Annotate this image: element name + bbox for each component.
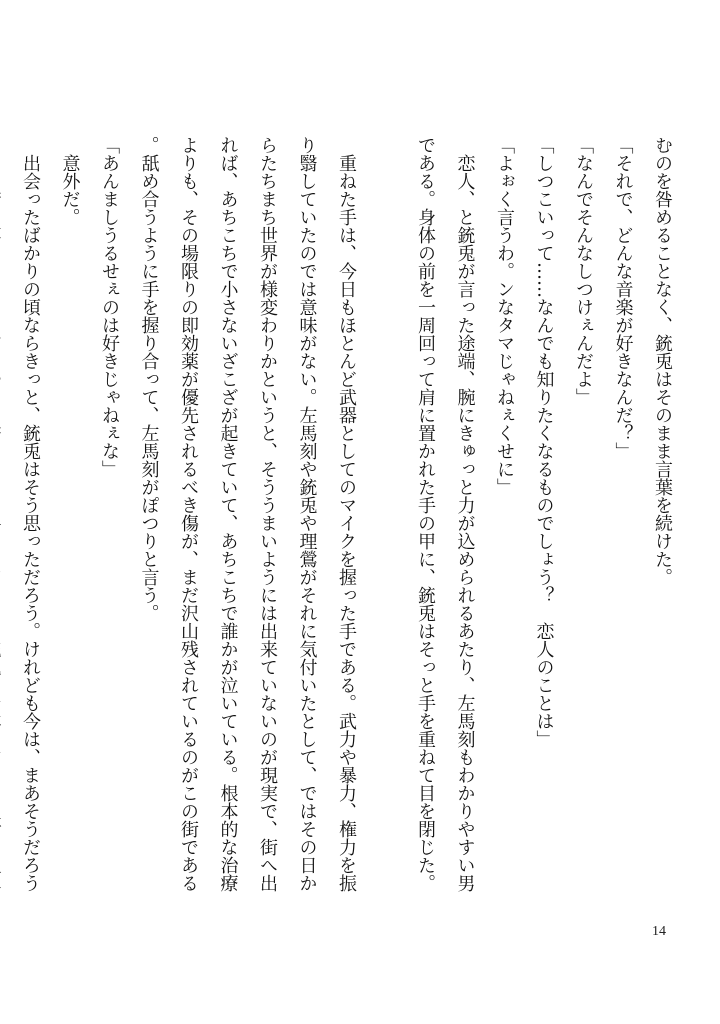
page-number: 14 [652, 924, 666, 939]
paragraph: 「よぉく言うわ。ンなタマじゃねぇくせに」 [494, 136, 515, 496]
paragraph: むのを咎めることなく、銃兎はそのまま言葉を続けた。 [652, 136, 673, 586]
paragraph: 出会ったばかりの頃ならきっと、銃兎はそう思っただろう。けれども今は、まあそうだろう [20, 154, 41, 892]
paragraph: 「あんましうるせぇのは好きじゃねぇな」 [99, 136, 120, 478]
paragraph: 「なんでそんなしつけぇんだよ」 [573, 136, 594, 406]
paragraph: 「しつこいって……なんでも知りたくなるものでしょう？ 恋人のことは」 [533, 136, 555, 748]
paragraph: 恋人、と銃兎が言った途端、腕にきゅっと力が込められるあたり、左馬刻もわかりやすい男である。身体の前を一周回って肩に置かれた手の甲に、銃兎はそっと手を重ねて目を閉じた。 [415, 136, 476, 892]
vertical-text-body [0, 136, 682, 906]
paragraph: 意外だ。 [59, 136, 81, 226]
section-break [366, 136, 406, 906]
paragraph: 「それで、どんな音楽が好きなんだ？」 [612, 136, 634, 460]
paragraph: 重ねた手は、今日もほとんど武器としてのマイクを握った手である。武力や暴力、権力を振り翳していたのでは意味がない。左馬刻や銃兎や理鶯がそれに気付いたとして、ではその日からたちまち世界が様変わりかというと、そううまいようには出来ていないのが現実で、街へ出れば、あちこちで小さないざこざが起きていて、あちこちで誰かが泣いている。根本的な治療よりも、その場限りの即効薬が優先されるべき傷が、まだ沢山残されているのがこの街である。舐め合うように手を握り合って、左馬刻がぽつりと言う。 [138, 136, 357, 892]
